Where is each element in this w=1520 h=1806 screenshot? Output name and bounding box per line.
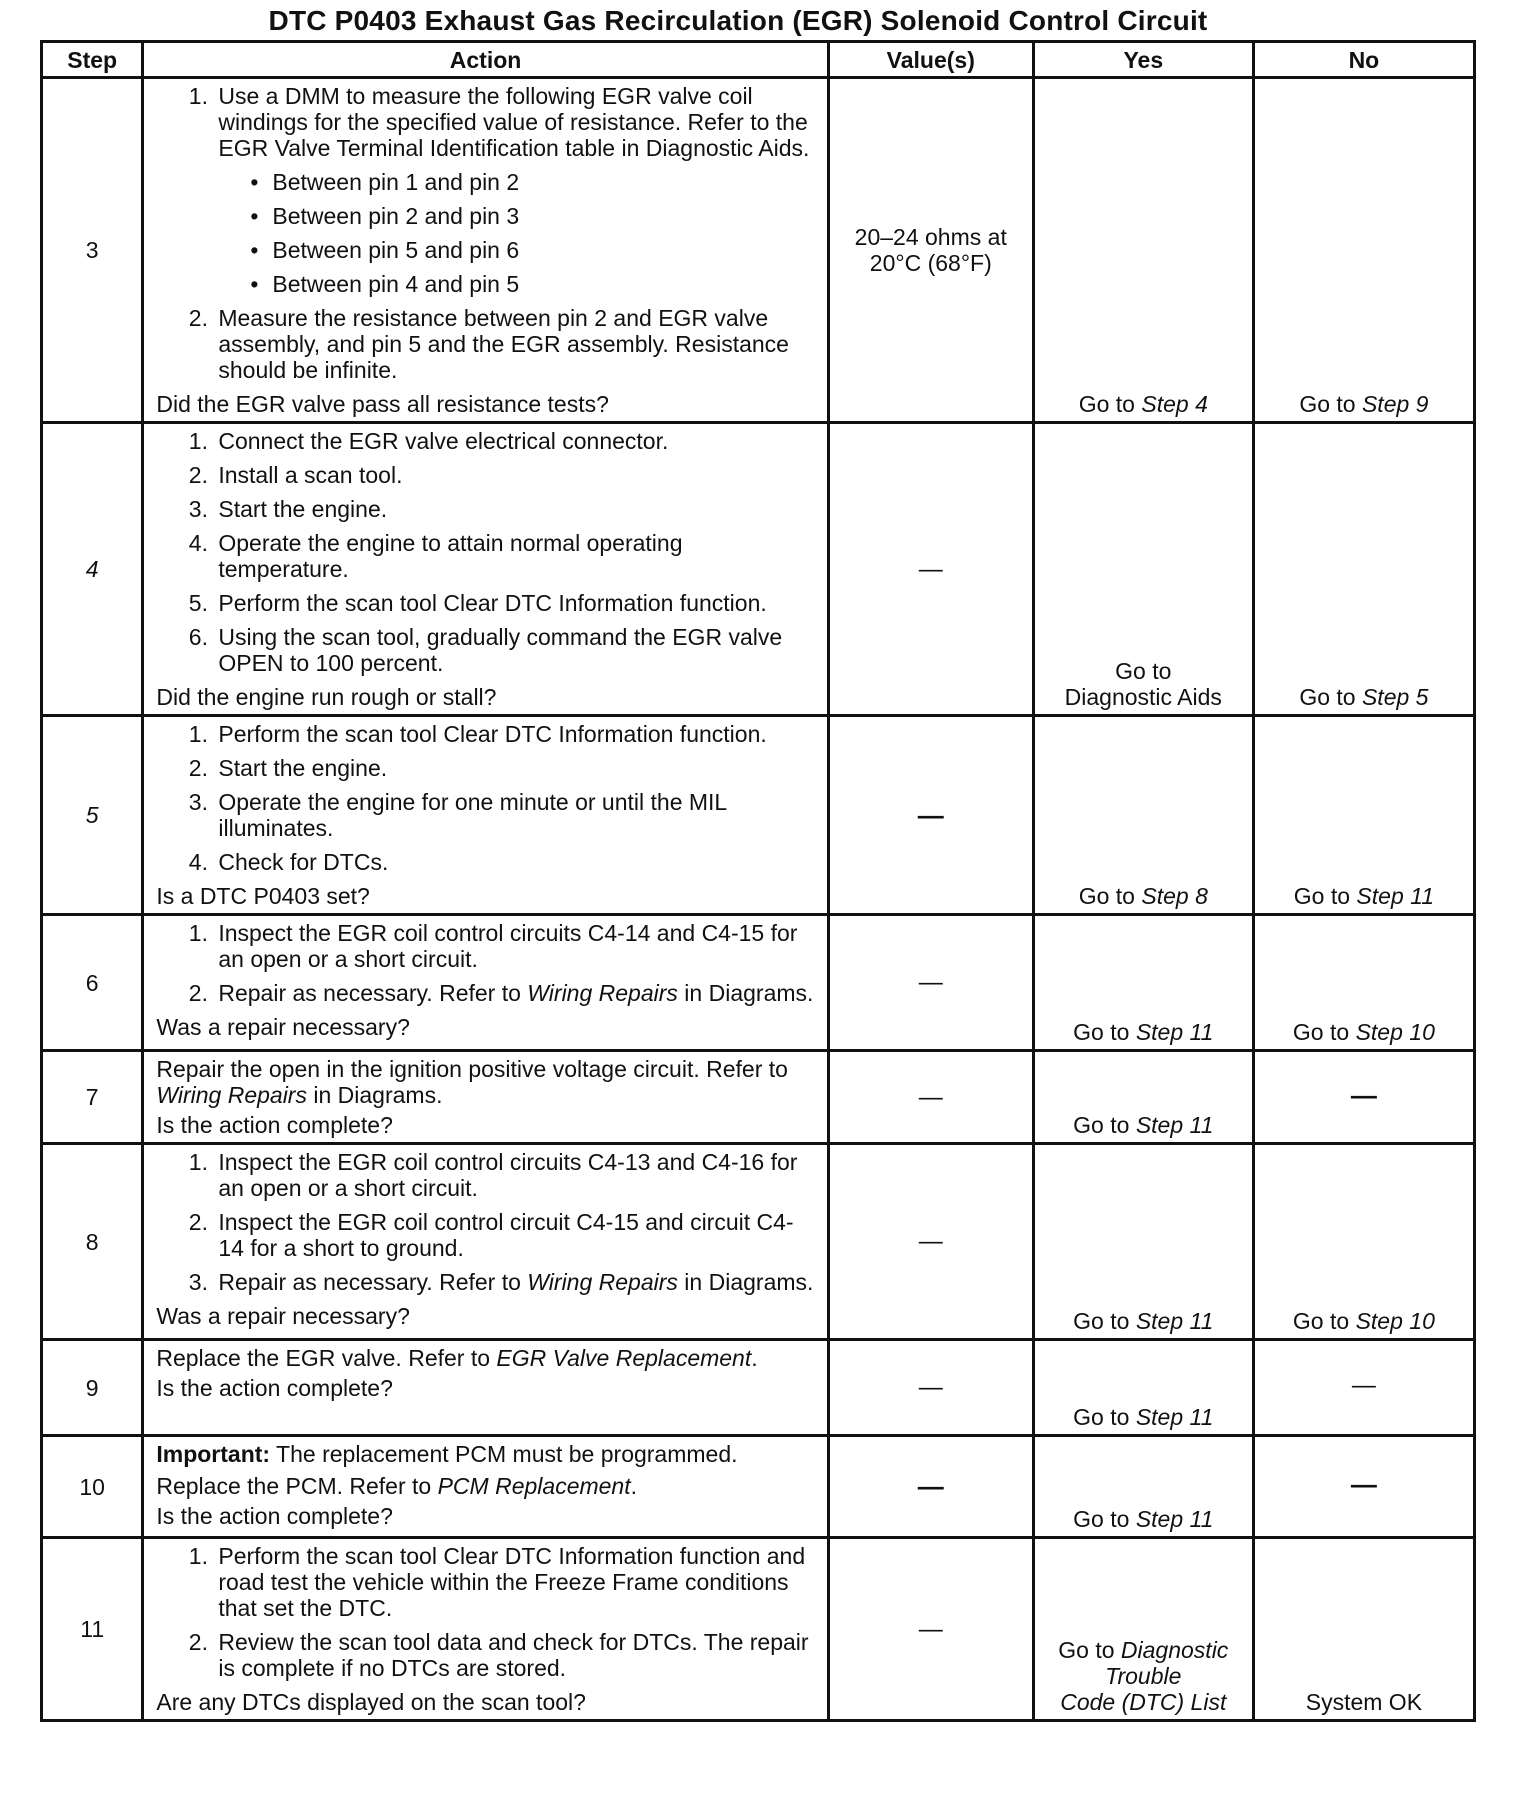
value-cell [828, 1538, 1033, 1721]
yes-step-link: Step 8 [1141, 883, 1208, 909]
reference-link: Wiring Repairs [527, 1269, 678, 1295]
action-step: 3. Start the engine. [214, 496, 816, 522]
header-action: Action [143, 42, 828, 78]
action-cell [143, 1051, 828, 1144]
value-dash: — [918, 555, 943, 583]
action-step: 2. Inspect the EGR coil control circuit C4-15 and circuit C4-14 for a short to ground. [214, 1209, 816, 1261]
step-question: Was a repair necessary? [156, 1014, 410, 1040]
yes-prefix: Go to [1058, 1637, 1121, 1663]
yes-step-link: Step 11 [1135, 1404, 1214, 1430]
yes-cell [1033, 1340, 1253, 1436]
value-cell [828, 716, 1033, 915]
step-question: Did the engine run rough or stall? [156, 684, 497, 710]
no-step-link: Step 10 [1355, 1019, 1435, 1045]
action-step: 2. Review the scan tool data and check for DTCs. The repair is complete if no DTCs are stored. [214, 1629, 816, 1681]
step-number: 9 [42, 1340, 143, 1436]
step-number: 6 [42, 915, 143, 1051]
table-header-row [42, 42, 1475, 78]
step-number: 7 [42, 1051, 143, 1144]
no-prefix: Go to [1299, 391, 1362, 417]
action-step [214, 1269, 816, 1295]
action-steps [156, 83, 816, 383]
no-prefix: Go to [1293, 883, 1357, 909]
action-text: in Diagrams. [306, 1082, 443, 1108]
value-dash: — [918, 1374, 943, 1401]
no-cell [1253, 78, 1474, 423]
action-step: 2. Install a scan tool. [214, 462, 816, 488]
action-text: in Diagrams. [677, 980, 814, 1006]
action-step: 4. Operate the engine to attain normal operating temperature. [214, 530, 816, 582]
value-dash: — [918, 1083, 943, 1111]
action-cell [143, 78, 828, 423]
list-item: • Between pin 1 and pin 2 [250, 169, 816, 195]
step-number: 10 [42, 1436, 143, 1538]
action-cell [143, 1340, 828, 1436]
table-row-step-3 [42, 78, 1475, 423]
step-question: Are any DTCs displayed on the scan tool? [156, 1689, 586, 1715]
yes-prefix: Go to [1078, 883, 1142, 909]
value-text: 20–24 ohms at [854, 224, 1007, 250]
action-text: in Diagrams. [677, 1269, 814, 1295]
value-cell [828, 1340, 1033, 1436]
diagnostic-table [40, 40, 1476, 1722]
step-question: Did the EGR valve pass all resistance tests? [156, 391, 609, 417]
no-cell [1253, 915, 1474, 1051]
yes-prefix: Go to [1078, 391, 1142, 417]
yes-cell [1033, 1538, 1253, 1721]
yes-step-link: Step 11 [1135, 1308, 1214, 1334]
action-text: Repair the open in the ignition positive voltage circuit. Refer to [156, 1056, 788, 1082]
value-cell [828, 1144, 1033, 1340]
action-step: 3. Operate the engine for one minute or until the MIL illuminates. [214, 789, 816, 841]
value-cell [828, 1436, 1033, 1538]
yes-prefix: Go to [1073, 1506, 1136, 1532]
value-text: 20°C (68°F) [869, 250, 992, 276]
action-step: 1. Inspect the EGR coil control circuits C4-13 and C4-16 for an open or a short circuit. [214, 1149, 816, 1201]
action-steps [156, 1543, 816, 1681]
no-step-link: Step 9 [1361, 391, 1429, 417]
yes-reference-link: Trouble [1105, 1663, 1182, 1689]
action-text: Repair as necessary. Refer to [218, 980, 528, 1006]
table-row-step-5 [42, 716, 1475, 915]
list-item: • Between pin 5 and pin 6 [250, 237, 816, 263]
action-paragraph [156, 1345, 816, 1371]
action-steps [156, 920, 816, 1006]
value-cell [828, 915, 1033, 1051]
no-step-link: Step 10 [1355, 1308, 1435, 1334]
action-step: 1. Perform the scan tool Clear DTC Information function and road test the vehicle within the Freeze Frame conditions that set the DTC. [214, 1543, 816, 1621]
yes-cell [1033, 1144, 1253, 1340]
yes-cell [1033, 423, 1253, 716]
no-dash: — [1351, 1372, 1376, 1399]
action-step [214, 980, 816, 1006]
yes-cell [1033, 915, 1253, 1051]
value-dash: — [917, 1471, 944, 1501]
yes-text [1043, 1637, 1244, 1663]
action-step: 1. Perform the scan tool Clear DTC Information function. [214, 721, 816, 747]
no-cell [1253, 1144, 1474, 1340]
action-step: 2. Measure the resistance between pin 2 and EGR valve assembly, and pin 5 and the EGR assembly. Resistance should be infinite. [214, 305, 816, 383]
reference-link: Wiring Repairs [156, 1082, 307, 1108]
yes-prefix: Go to [1073, 1112, 1136, 1138]
action-cell [143, 423, 828, 716]
action-cell [143, 716, 828, 915]
value-cell [828, 423, 1033, 716]
yes-prefix: Go to [1073, 1308, 1136, 1334]
action-text: Repair as necessary. Refer to [218, 1269, 528, 1295]
action-text: . [751, 1345, 758, 1371]
action-step: 5. Perform the scan tool Clear DTC Information function. [214, 590, 816, 616]
action-text: . [630, 1473, 638, 1499]
page-title: DTC P0403 Exhaust Gas Recirculation (EGR) Solenoid Control Circuit [268, 5, 1208, 36]
yes-text [1043, 1663, 1244, 1689]
step-question: Is a DTC P0403 set? [156, 883, 370, 909]
no-prefix: Go to [1292, 1308, 1356, 1334]
table-row-step-11 [42, 1538, 1475, 1721]
step-number [42, 716, 143, 915]
header-values: Value(s) [828, 42, 1033, 78]
no-dash: — [1350, 1469, 1377, 1499]
action-steps [156, 1149, 816, 1295]
yes-cell [1033, 1051, 1253, 1144]
action-text: Replace the EGR valve. Refer to [156, 1345, 497, 1371]
value-cell [828, 78, 1033, 423]
step-number-text: 4 [85, 556, 99, 582]
table-row-step-7 [42, 1051, 1475, 1144]
yes-step-link: Step 11 [1135, 1112, 1214, 1138]
table-row-step-9 [42, 1340, 1475, 1436]
yes-text: Diagnostic Aids [1064, 684, 1222, 710]
action-step [214, 83, 816, 297]
action-paragraph [156, 1473, 816, 1499]
yes-step-link: Step 4 [1141, 391, 1208, 417]
step-number: 8 [42, 1144, 143, 1340]
action-cell [143, 915, 828, 1051]
important-note [156, 1441, 816, 1467]
action-paragraph [156, 1056, 816, 1108]
header-no: No [1253, 42, 1474, 78]
step-question: Was a repair necessary? [156, 1303, 410, 1329]
value-dash: — [918, 1228, 943, 1255]
reference-link: EGR Valve Replacement [496, 1345, 752, 1371]
yes-step-link: Step 11 [1135, 1019, 1214, 1045]
list-item: • Between pin 4 and pin 5 [250, 271, 816, 297]
yes-text [1043, 1689, 1244, 1715]
yes-step-link: Step 11 [1135, 1506, 1214, 1532]
no-dash: — [1350, 1079, 1377, 1110]
table-row-step-4 [42, 423, 1475, 716]
no-prefix: Go to [1299, 684, 1362, 710]
value-dash: — [917, 799, 944, 830]
action-cell [143, 1538, 828, 1721]
value-dash: — [918, 1615, 943, 1643]
step-number: 11 [42, 1538, 143, 1721]
action-cell [143, 1436, 828, 1538]
yes-reference-link: Code (DTC) List [1060, 1689, 1227, 1715]
reference-link: Wiring Repairs [527, 980, 678, 1006]
no-step-link: Step 5 [1361, 684, 1429, 710]
yes-cell [1033, 716, 1253, 915]
yes-reference-link: Diagnostic [1120, 1637, 1229, 1663]
step-question: Is the action complete? [156, 1503, 393, 1529]
step-number-text: 5 [85, 802, 99, 828]
action-cell [143, 1144, 828, 1340]
action-step-text: Use a DMM to measure the following EGR valve coil windings for the specified value of resistance. Refer to the EGR Valve Terminal Identification table in Diagnostic Aids. [218, 83, 810, 161]
header-yes: Yes [1033, 42, 1253, 78]
no-cell [1253, 1051, 1474, 1144]
yes-prefix: Go to [1073, 1019, 1136, 1045]
action-step: 1. Inspect the EGR coil control circuits C4-14 and C4-15 for an open or a short circuit. [214, 920, 816, 972]
yes-prefix: Go to [1073, 1404, 1136, 1430]
important-label: Important: [156, 1441, 271, 1467]
no-cell [1253, 1436, 1474, 1538]
value-cell [828, 1051, 1033, 1144]
important-text: The replacement PCM must be programmed. [270, 1441, 738, 1467]
step-question: Is the action complete? [156, 1375, 393, 1401]
no-prefix: Go to [1292, 1019, 1356, 1045]
value-dash: — [918, 969, 943, 996]
reference-link: PCM Replacement [437, 1473, 631, 1499]
action-steps [156, 721, 816, 875]
no-cell [1253, 423, 1474, 716]
yes-text: Go to [1115, 658, 1172, 684]
step-number [42, 423, 143, 716]
pin-list [218, 169, 816, 297]
step-question: Is the action complete? [156, 1112, 393, 1138]
table-row-step-8 [42, 1144, 1475, 1340]
action-step: 6. Using the scan tool, gradually command the EGR valve OPEN to 100 percent. [214, 624, 816, 676]
step-number: 3 [42, 78, 143, 423]
yes-cell [1033, 1436, 1253, 1538]
action-step: 4. Check for DTCs. [214, 849, 816, 875]
action-step: 1. Connect the EGR valve electrical connector. [214, 428, 816, 454]
no-cell [1253, 716, 1474, 915]
list-item: • Between pin 2 and pin 3 [250, 203, 816, 229]
yes-cell [1033, 78, 1253, 423]
action-text: Replace the PCM. Refer to [156, 1473, 438, 1499]
no-step-link: Step 11 [1356, 883, 1435, 909]
no-cell: System OK [1253, 1538, 1474, 1721]
action-steps [156, 428, 816, 676]
table-row-step-6 [42, 915, 1475, 1051]
no-cell [1253, 1340, 1474, 1436]
table-row-step-10 [42, 1436, 1475, 1538]
header-step: Step [42, 42, 143, 78]
action-step: 2. Start the engine. [214, 755, 816, 781]
